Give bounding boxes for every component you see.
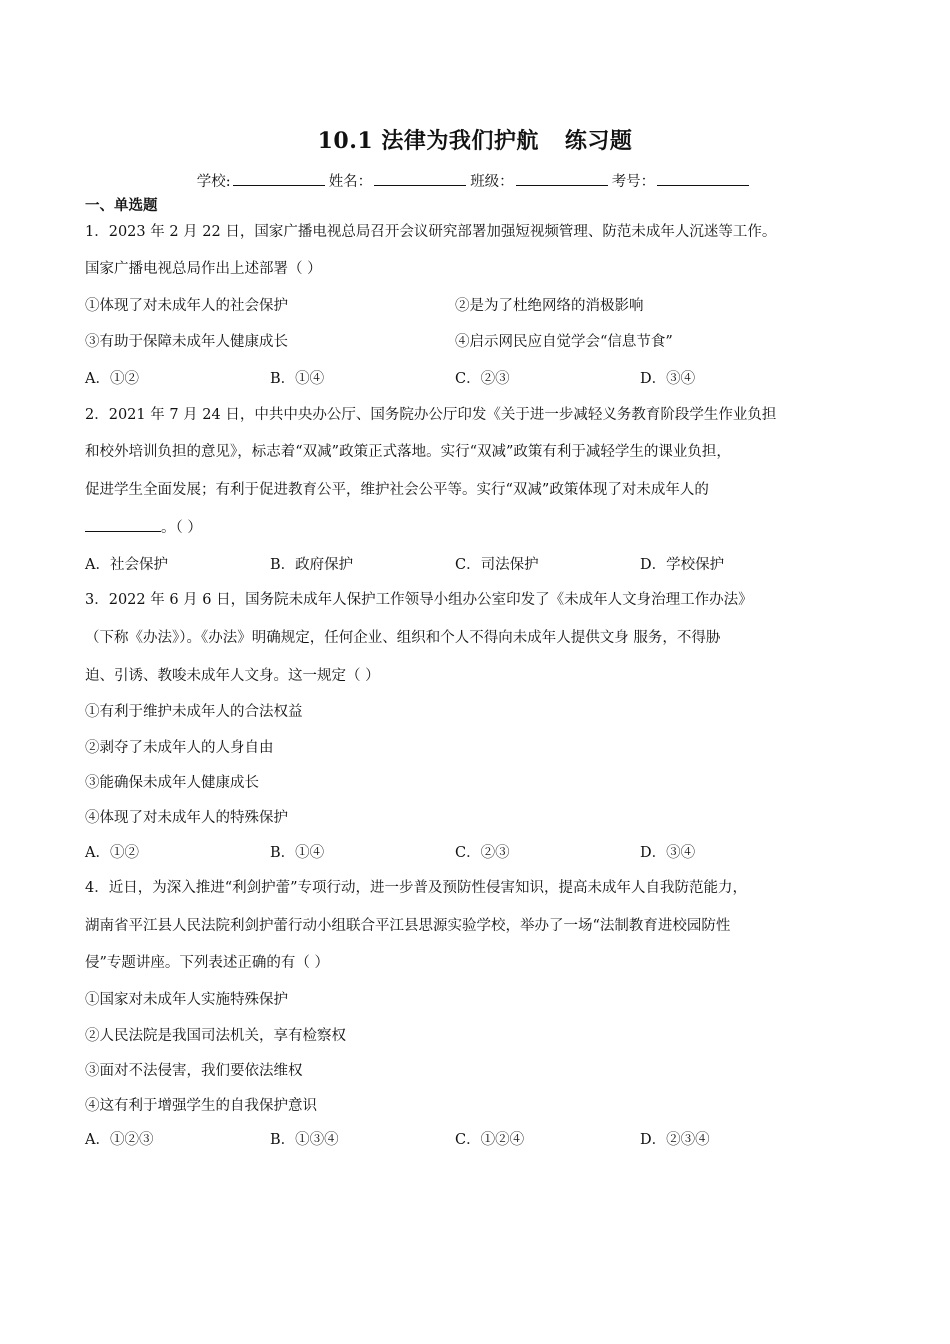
statement: ④启示网民应自觉学会“信息节食” [455,334,673,350]
statement: ③面对不法侵害，我们要依法维权 [85,1063,303,1079]
exam-number-field[interactable] [657,171,749,186]
choice-c[interactable]: C．①②④ [455,1132,525,1148]
statement: ①国家对未成年人实施特殊保护 [85,992,288,1008]
choice-d[interactable]: D．②③④ [640,1132,710,1148]
blank-suffix: 。（ ） [161,520,202,536]
choice-d[interactable]: D．③④ [640,845,696,861]
choice-c[interactable]: C．②③ [455,845,510,861]
name-label: 姓名： [328,174,373,190]
statement: ③有助于保障未成年人健康成长 [85,334,288,350]
class-field[interactable] [516,171,608,186]
choice-b[interactable]: B．①④ [270,845,325,861]
statement: ④体现了对未成年人的特殊保护 [85,810,288,826]
question-blank-line [85,516,202,537]
title-sub: 练习题 [564,128,633,154]
choice-b[interactable]: B．政府保护 [270,557,354,573]
choice-b[interactable]: B．①④ [270,371,325,387]
question-text: 2．2021 年 7 月 24 日，中共中央办公厅、国务院办公厅印发《关于进一步减轻义务教育阶段学生作业负担 [85,407,777,423]
question-text: （下称《办法》）。《办法》明确规定，任何企业、组织和个人不得向未成年人提供文身 服务，不得胁 [85,630,721,646]
question-text: 促进学生全面发展；有利于促进教育公平，维护社会公平等。实行“双减”政策体现了对未成年人的 [85,482,709,498]
question-text: 国家广播电视总局作出上述部署（ ） [85,261,322,277]
statement: ③能确保未成年人健康成长 [85,775,259,791]
class-label: 班级： [470,174,514,190]
choice-a[interactable]: A．①②③ [85,1132,154,1148]
question-text: 侵”专题讲座。下列表述正确的有（ ） [85,955,330,971]
exam-number-label: 考号： [611,174,656,190]
title-main: 10.1 法律为我们护航 [317,128,539,154]
choice-a[interactable]: A．社会保护 [85,557,168,573]
page-title [0,124,950,155]
answer-blank[interactable] [85,518,161,532]
question-text: 1．2023 年 2 月 22 日，国家广播电视总局召开会议研究部署加强短视频管理、防范未成年人沉迷等工作。 [85,224,777,240]
choice-c[interactable]: C．②③ [455,371,510,387]
choice-d[interactable]: D．学校保护 [640,557,725,573]
school-field[interactable] [233,171,325,186]
question-text: 迫、引诱、教唆未成年人文身。这一规定（ ） [85,668,380,684]
choice-a[interactable]: A．①② [85,371,139,387]
question-text: 4．近日，为深入推进“利剑护蕾”专项行动，进一步普及预防性侵害知识，提高未成年人自我防范能力， [85,880,748,896]
statement: ②人民法院是我国司法机关，享有检察权 [85,1028,346,1044]
question-text: 湖南省平江县人民法院利剑护蕾行动小组联合平江县思源实验学校，举办了一场“法制教育进校园防性 [85,918,731,934]
statement: ①体现了对未成年人的社会保护 [85,298,288,314]
statement: ④这有利于增强学生的自我保护意识 [85,1098,317,1114]
student-info-row [0,170,950,191]
choice-d[interactable]: D．③④ [640,371,696,387]
question-text: 和校外培训负担的意见》，标志着“双减”政策正式落地。实行“双减”政策有利于减轻学生的课业负担， [85,444,731,460]
statement: ①有利于维护未成年人的合法权益 [85,704,303,720]
school-label: 学校: [196,174,231,190]
section-heading: 一、单选题 [85,197,158,214]
statement: ②是为了杜绝网络的消极影响 [455,298,644,314]
question-text: 3．2022 年 6 月 6 日，国务院未成年人保护工作领导小组办公室印发了《未成年人文身治理工作办法》 [85,592,753,608]
name-field[interactable] [374,171,466,186]
choice-b[interactable]: B．①③④ [270,1132,339,1148]
statement: ②剥夺了未成年人的人身自由 [85,740,274,756]
choice-c[interactable]: C．司法保护 [455,557,539,573]
choice-a[interactable]: A．①② [85,845,139,861]
